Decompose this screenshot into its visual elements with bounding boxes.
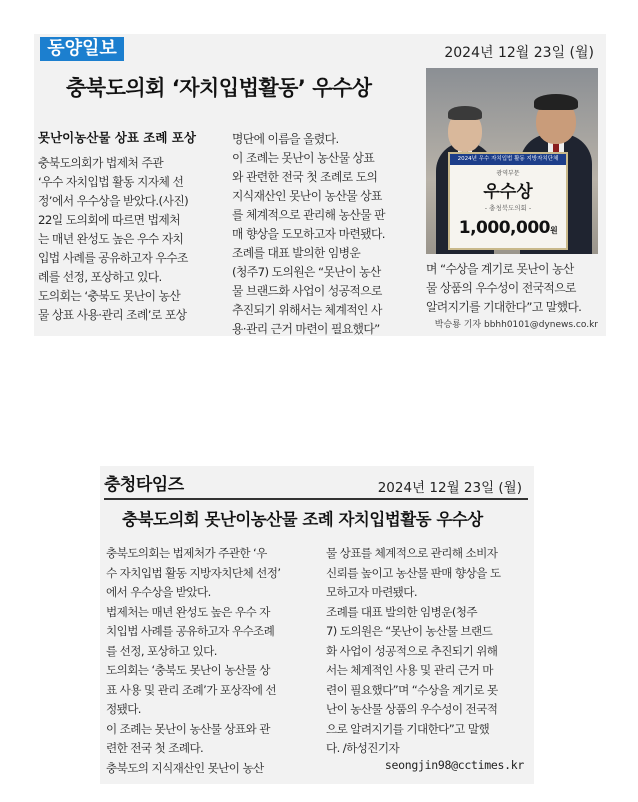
text-line: 서는 체계적인 사용 및 관리 근거 마 <box>326 663 493 677</box>
text-line: 충북도의회가 법제처 주관 <box>38 156 164 170</box>
text-line: ‘우수 자치입법 활동 지자체 선 <box>38 175 184 189</box>
article-column-2 <box>326 544 530 759</box>
plaque-organization: - 충청북도의회 - <box>484 204 532 212</box>
header-rule <box>104 498 528 500</box>
text-line: 정’에서 우수상을 받았다.(사진) <box>38 194 189 208</box>
text-line: 표 사용 및 관리 조례’가 포상작에 선 <box>106 682 276 697</box>
byline: 박승룡 기자 bbhh0101@dynews.co.kr <box>434 320 598 330</box>
text-line: 물 브랜드화 사업이 성공적으로 <box>232 284 382 298</box>
text-line: 조례를 대표 발의한 임병운 <box>232 246 361 260</box>
text-line: 알려지기를 기대한다”고 말했다. <box>426 300 582 314</box>
text-line: 이 조례는 못난이 농산물 상표 <box>232 151 375 165</box>
text-line: (청주7) 도의원은 “못난이 농산 <box>232 265 381 279</box>
news-clipping-dongyang <box>34 34 606 336</box>
plaque-category: 광역부문 <box>496 170 520 177</box>
text-line: 추진되기 위해서는 체계적인 사 <box>232 303 382 317</box>
headline: 충북도의회 못난이농산물 조례 자치입법활동 우수상 <box>122 510 483 529</box>
text-line: 법제처는 매년 완성도 높은 우수 자 <box>106 604 270 619</box>
text-line: 이 조례는 못난이 농산물 상표와 관 <box>106 721 270 736</box>
award-plaque <box>448 152 568 250</box>
text-line: 물 상표 사용·관리 조례’로 포상 <box>38 308 187 322</box>
text-line: 입법 사례를 공유하고자 우수조 <box>38 251 188 265</box>
article-column-1 <box>38 154 228 325</box>
byline: seongjin98@cctimes.kr <box>384 758 524 772</box>
text-line: 7) 도의원은 “못난이 농산물 브랜드 <box>326 624 493 638</box>
text-line: 도의회는 ‘충북도 못난이 농산 <box>38 289 181 303</box>
text-line: 와 관련한 전국 첫 조례로 도의 <box>232 170 378 184</box>
text-line: 모하고자 마련됐다. <box>326 585 417 599</box>
text-line: 는 매년 완성도 높은 우수 자치 <box>38 232 184 246</box>
text-line: 명단에 이름을 올렸다. <box>232 132 339 146</box>
newspaper-name: 동양일보 <box>40 37 124 61</box>
plaque-amount: 1,000,000원 <box>458 218 558 238</box>
plaque-title: 우수상 <box>483 182 533 202</box>
text-line: 치입법 사례를 공유하고자 우수조례 <box>106 624 275 638</box>
text-line: 며 “수상을 계기로 못난이 농산 <box>426 262 574 276</box>
text-line: 지식재산인 못난이 농산물 상표 <box>232 189 382 203</box>
text-line: 다. /하성진기자 <box>326 741 400 755</box>
text-line: 수 자치입법 활동 지방자치단체 선정’ <box>106 565 281 580</box>
news-clipping-cctimes <box>100 466 534 784</box>
text-line: 으로 알려지기를 기대한다”고 말했 <box>326 721 490 736</box>
article-column-1 <box>106 544 312 778</box>
text-line: 련이 필요했다”며 “수상을 계기로 못 <box>326 682 498 697</box>
text-line: 도의회는 ‘충북도 못난이 농산물 상 <box>106 663 270 677</box>
publication-date: 2024년 12월 23일 (월) <box>377 480 522 496</box>
text-line: 매 향상을 도모하고자 마련됐다. <box>232 227 385 241</box>
text-line: 충북도의회는 법제처가 주관한 ‘우 <box>106 546 267 560</box>
subheadline: 못난이농산물 상표 조례 포상 <box>38 130 196 145</box>
headline: 충북도의회 ‘자치입법활동’ 우수상 <box>66 76 372 100</box>
article-column-3 <box>426 260 604 317</box>
text-line: 물 상표를 체계적으로 관리해 소비자 <box>326 546 498 560</box>
text-line: 를 선정, 포상하고 있다. <box>106 643 217 658</box>
text-line: 에서 우수상을 받았다. <box>106 585 211 599</box>
article-column-2 <box>232 130 418 336</box>
text-line: 련한 전국 첫 조례다. <box>106 741 204 755</box>
text-line: 22일 도의회에 따르면 법제처 <box>38 213 181 227</box>
text-line: 신뢰를 높이고 농산물 판매 향상을 도 <box>326 565 501 580</box>
text-line: 난이 농산물 상품의 우수성이 전국적 <box>326 702 498 716</box>
text-line: 례를 선정, 포상하고 있다. <box>38 270 162 284</box>
text-line: 정됐다. <box>106 702 141 716</box>
text-line: 화 사업이 성공적으로 추진되기 위해 <box>326 643 498 658</box>
plaque-banner: 2024년 우수 자치입법 활동 지방자치단체 <box>450 154 566 165</box>
publication-date: 2024년 12월 23일 (월) <box>444 45 594 61</box>
newspaper-name: 충청타임즈 <box>104 475 184 495</box>
text-line: 를 체계적으로 관리해 농산물 판 <box>232 208 385 222</box>
award-photo <box>426 68 598 254</box>
text-line: 물 상품의 우수성이 전국적으로 <box>426 281 576 295</box>
text-line: 조례를 대표 발의한 임병운(청주 <box>326 604 477 619</box>
text-line: 충북도의 지식재산인 못난이 농산 <box>106 760 264 775</box>
text-line: 용·관리 근거 마련이 필요했다” <box>232 322 380 336</box>
